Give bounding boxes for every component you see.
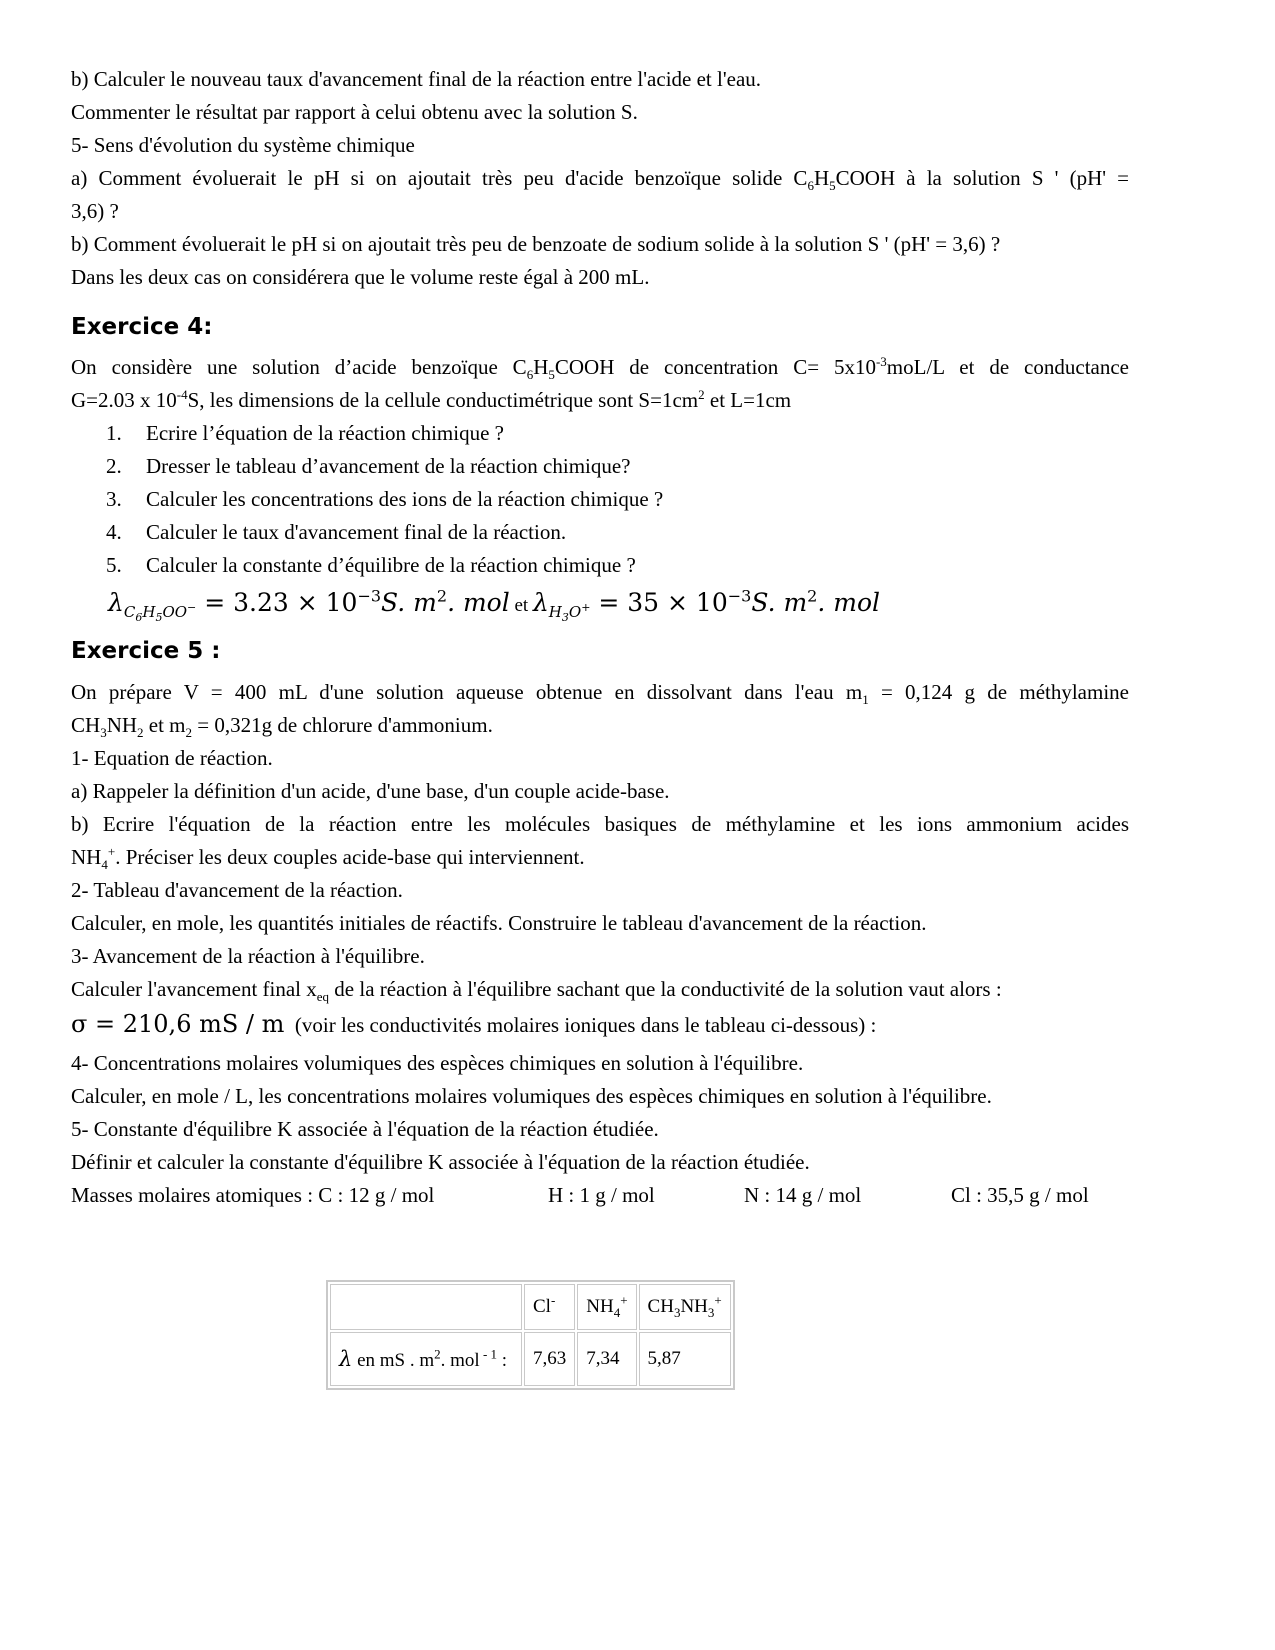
table-cell [330,1284,522,1330]
text-line: b) Comment évoluerait le pH si on ajoutait très peu de benzoate de sodium solide à la solution S ' (pH' = 3,6) ? [71,232,1001,256]
molar-mass-h: H : 1 g / mol [548,1183,655,1207]
text-line: Calculer, en mole, les quantités initiales de réactifs. Construire le tableau d'avancement de la réaction. [71,911,927,935]
table-cell: 7,63 [524,1332,575,1386]
text-line: Définir et calculer la constante d'équilibre K associée à l'équation de la réaction étudiée. [71,1150,810,1174]
list-item: 3. Calculer les concentrations des ions de la réaction chimique ? [106,487,664,511]
list-item: 4. Calculer le taux d'avancement final de la réaction. [106,520,567,544]
text-line: $NH_4^+$. Préciser les deux couples acide-base qui interviennent. [71,844,585,873]
text-line: On prépare V = 400 mL d'une solution aqueuse obtenue en dissolvant dans l'eau $m_1 = 0,124$ g de méthylamine [71,680,1129,708]
molar-mass-n: N : 14 g / mol [744,1183,862,1207]
text-line: 5- Sens d'évolution du système chimique [71,133,415,157]
list-item: 1. Ecrire l’équation de la réaction chimique ? [106,421,504,445]
list-item: 5. Calculer la constante d’équilibre de la réaction chimique ? [106,553,636,577]
text-line: a) Rappeler la définition d'un acide, d'une base, d'un couple acide-base. [71,779,670,803]
text-line: Dans les deux cas on considérera que le volume reste égal à 200 mL. [71,265,650,289]
molar-mass-c: Masses molaires atomiques : C : 12 g / mol [71,1183,435,1207]
ionic-conductivity-table [326,1280,735,1390]
text-line: 4- Concentrations molaires volumiques des espèces chimiques en solution à l'équilibre. [71,1051,804,1075]
text-line: Calculer l'avancement final $x_{eq}$ de la réaction à l'équilibre sachant que la conductivité de la solution vaut alors : [71,977,1002,1005]
text-line: On considère une solution d’acide benzoïque $C_6H_5COOH$ de concentration $C= 5x10^{-3}moL/L$ et de conductance [71,354,1129,383]
molar-conductivity-formula: $\lambda_{C_6H_5OO^-} = 3.23 \times 10^{-3}S$. $m^2$. mol et $\lambda_{H_3O^+} = 35 \times 10^{-3}S$. $m^2$. mol [108,586,881,624]
table-row-label: λ en mS . $m^2$. mol $^{- 1}$ : [330,1332,522,1386]
text-line: Calculer, en mole / L, les concentrations molaires volumiques des espèces chimiques en solution à l'équilibre. [71,1084,992,1108]
text-line: Commenter le résultat par rapport à celui obtenu avec la solution S. [71,100,638,124]
list-item: 2. Dresser le tableau d’avancement de la réaction chimique? [106,454,631,478]
text-line: 1- Equation de réaction. [71,746,273,770]
conductivity-line: σ = 210,6 mS / m (voir les conductivités molaires ioniques dans le tableau ci-dessous) : [71,1010,877,1038]
molar-mass-cl: Cl : 35,5 g / mol [951,1183,1089,1207]
text-line: 3,6) ? [71,199,119,223]
table-header-cell: Cl- [524,1284,575,1330]
text-line: $CH_3NH_2$ et $m_2 = 0,321g$ de chlorure d'ammonium. [71,713,493,741]
text-line: 2- Tableau d'avancement de la réaction. [71,878,403,902]
text-line: a) Comment évoluerait le pH si on ajoutait très peu d'acide benzoïque solide $C_6H_5COOH$ à la solution S ' (pH' = [71,166,1129,194]
text-line: G=2.03 x $10^{-4}S$, les dimensions de la cellule conductimétrique sont $S=1cm^2$ et L=1cm [71,387,792,412]
table-header-row [330,1284,731,1330]
table-cell: 7,34 [577,1332,636,1386]
table-header-cell: $NH_4^+$ [577,1284,636,1330]
text-line: b) Calculer le nouveau taux d'avancement final de la réaction entre l'acide et l'eau. [71,67,762,91]
table-cell: 5,87 [639,1332,731,1386]
table-row [330,1332,731,1386]
text-line: 3- Avancement de la réaction à l'équilibre. [71,944,425,968]
text-line: b) Ecrire l'équation de la réaction entre les molécules basiques de méthylamine et les ions ammonium acides [71,812,1129,836]
exercise-5-title: Exercice 5 : [71,638,221,664]
table-header-cell: $CH_3NH_3^+$ [639,1284,731,1330]
exercise-4-title: Exercice 4: [71,314,213,340]
text-line: 5- Constante d'équilibre K associée à l'équation de la réaction étudiée. [71,1117,659,1141]
